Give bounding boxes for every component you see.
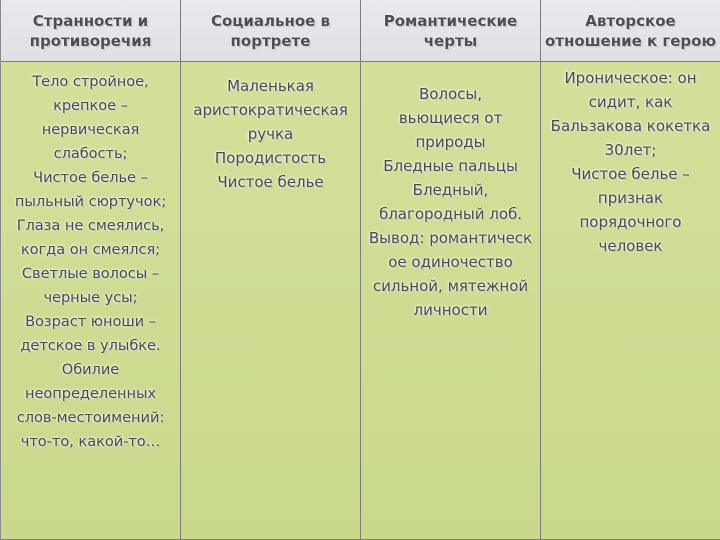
cell-author-attitude: Ироническое: он сидит, как Бальзакова кокетка 30лет; Чистое белье – признак порядочного человек (541, 62, 720, 540)
cell-social: Маленькая аристократическая ручка Породистость Чистое белье (181, 62, 361, 540)
header-author-attitude: Авторское отношение к герою (541, 0, 720, 62)
cell-strangeness: Тело стройное, крепкое – нервическая слабость; Чистое белье – пыльный сюртучок; Глаза не смеялись, когда он смеялся; Светлые волосы – черные усы; Возраст юноши – детское в улыбке. Обилие неопределенных слов-местоимений: что-то, какой-то… (1, 62, 181, 540)
cell-romantic: Волосы, вьющиеся от природы Бледные пальцы Бледный, благородный лоб. Вывод: романтическ ое одиночество сильной, мятежной личности (361, 62, 541, 540)
header-romantic: Романтические черты (361, 0, 541, 62)
header-social: Социальное в портрете (181, 0, 361, 62)
header-strangeness: Странности и противоречия (1, 0, 181, 62)
